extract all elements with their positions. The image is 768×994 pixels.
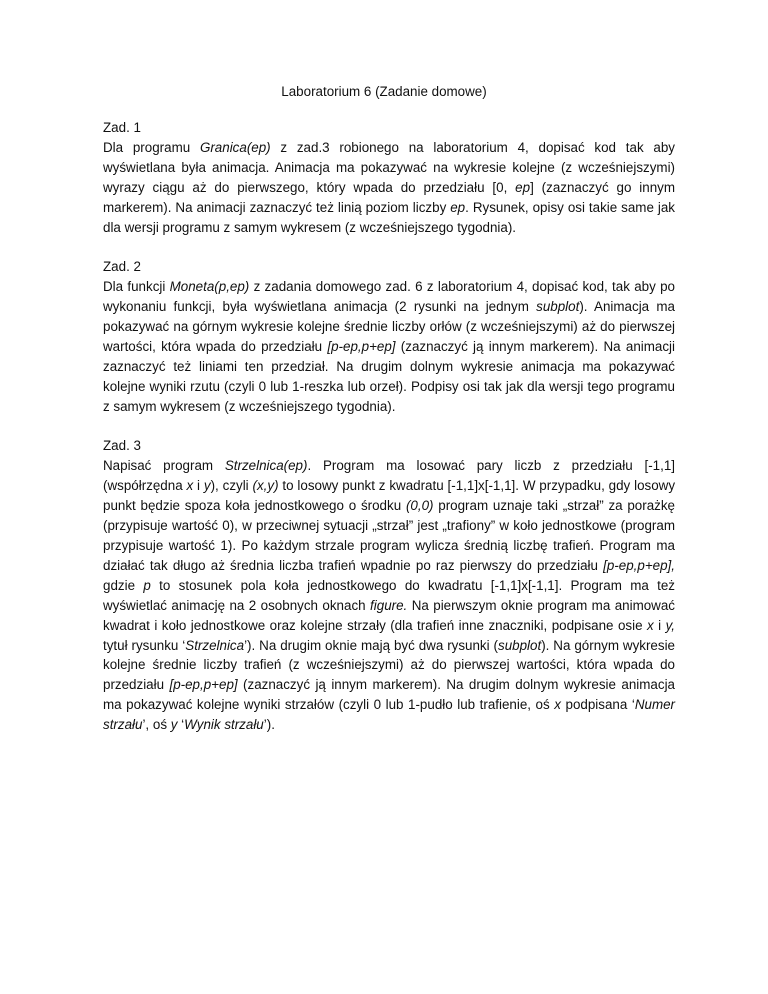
text-run: to losowy punkt z kwadratu [-1,1]x[-1,1]. W przypadku, gdy losowy punkt będzie spoza koła jednostkowego o środku bbox=[103, 478, 676, 514]
text-run: Dla funkcji bbox=[103, 279, 170, 295]
section-heading: Zad. 2 bbox=[103, 259, 141, 275]
document-body bbox=[103, 118, 675, 755]
italic-text-run: y bbox=[203, 478, 211, 494]
text-run: Na pierwszym oknie program ma animować kwadrat i koło jednostkowe oraz kolejne strzały (dla trafień inne znaczniki, podpisane osie bbox=[103, 597, 675, 633]
text-run: ), czyli bbox=[210, 478, 253, 494]
text-run: ’). bbox=[263, 717, 275, 733]
italic-text-run: (0,0) bbox=[405, 498, 434, 514]
italic-text-run: subplot bbox=[498, 637, 542, 653]
text-run: i bbox=[193, 478, 204, 494]
text-run: ). Na górnym wykresie kolejne średnie liczby trafień (z wcześniejszymi) aż do pierwszej wartości, która wpada do przedziału bbox=[103, 637, 675, 693]
italic-text-run: Wynik strzału bbox=[184, 717, 264, 733]
section-heading: Zad. 3 bbox=[103, 438, 141, 454]
section-paragraph bbox=[103, 277, 675, 416]
italic-text-run: Moneta(p,ep) bbox=[169, 279, 250, 295]
italic-text-run: p bbox=[143, 577, 151, 593]
text-run: ] (zaznaczyć go innym markerem). Na animacji zaznaczyć też linią poziom liczby bbox=[103, 179, 675, 215]
text-run: i bbox=[653, 617, 666, 633]
italic-text-run: [p-ep,p+ep] bbox=[169, 677, 238, 693]
italic-text-run: ep bbox=[450, 199, 466, 215]
italic-text-run: subplot bbox=[536, 299, 580, 315]
text-run: Napisać program bbox=[103, 458, 225, 474]
italic-text-run: [p-ep,p+ep] bbox=[327, 338, 396, 354]
italic-text-run: y bbox=[170, 717, 178, 733]
italic-text-run: Strzelnica bbox=[185, 637, 245, 653]
text-run: z zadania domowego zad. 6 z laboratorium 4, dopisać kod, tak aby po wykonaniu funkcji, była wyświetlana animacja (2 rysunki na jednym bbox=[103, 279, 675, 315]
italic-text-run: y, bbox=[665, 617, 675, 633]
text-run: . Rysunek, opisy osi takie same jak dla wersji programu z samym wykresem (z wcześniejszego tygodnia). bbox=[103, 199, 675, 235]
text-run: podpisana ‘ bbox=[560, 697, 635, 713]
text-run: Dla programu bbox=[103, 139, 200, 155]
section-zad-3 bbox=[103, 436, 675, 735]
section-zad-1 bbox=[103, 118, 675, 237]
text-run: gdzie bbox=[103, 577, 144, 593]
section-zad-2 bbox=[103, 257, 675, 416]
italic-text-run: figure. bbox=[370, 597, 408, 613]
text-run: ’). Na drugim oknie mają być dwa rysunki ( bbox=[244, 637, 498, 653]
text-run: to stosunek pola koła jednostkowego do kwadratu [-1,1]x[-1,1]. Program ma też wyświetlać animację na 2 osobnych oknach bbox=[103, 577, 676, 613]
italic-text-run: x bbox=[554, 697, 561, 713]
text-run: ‘ bbox=[177, 717, 185, 733]
italic-text-run: Numer strzału bbox=[103, 697, 676, 733]
text-run: tytuł rysunku ‘ bbox=[103, 637, 186, 653]
text-run: . Program ma losować pary liczb z przedziału [-1,1] (współrzędna bbox=[103, 458, 675, 494]
italic-text-run: Granica(ep) bbox=[199, 139, 271, 155]
text-run: (zaznaczyć ją innym markerem). Na animacji zaznaczyć też liniami ten przedział. Na drugim dolnym wykresie animacja ma pokazywać kolejne wyniki rzutu (czyli 0 lub 1-reszka lub orzeł). Podpisy osi tak jak dla wersji tego programu z samym wykresem (z wcześniejszego tygodnia). bbox=[103, 338, 675, 414]
section-paragraph bbox=[103, 456, 675, 735]
section-heading: Zad. 1 bbox=[103, 120, 141, 135]
italic-text-run: ep bbox=[515, 179, 531, 195]
italic-text-run: Strzelnica(ep) bbox=[224, 458, 308, 474]
document-title: Laboratorium 6 (Zadanie domowe) bbox=[281, 84, 487, 99]
section-paragraph bbox=[103, 138, 675, 238]
text-run: (zaznaczyć ją innym markerem). Na drugim dolnym wykresie animacja ma pokazywać kolejne wyniki strzałów (czyli 0 lub 1-pudło lub trafienie, oś bbox=[103, 677, 675, 713]
text-run: ). Animacja ma pokazywać na górnym wykresie kolejne średnie liczby orłów (z wcześniejszymi) aż do pierwszej wartości, która wpada do przedziału bbox=[103, 299, 675, 354]
text-run: program uznaje taki „strzał” za porażkę (przypisuje wartość 0), w przeciwnej sytuacji „strzał” jest „trafiony” w koło jednostkowe (program przypisuje wartość 1). Po każdym strzale program wylicza średnią liczbę trafień. Program ma działać tak długo aż średnia liczba trafień wpadnie po raz pierwszy do przedziału bbox=[103, 498, 675, 573]
italic-text-run: [p-ep,p+ep], bbox=[603, 557, 675, 573]
text-run: ’, oś bbox=[142, 717, 171, 733]
italic-text-run: x bbox=[186, 478, 194, 494]
text-run: z zad.3 robionego na laboratorium 4, dopisać kod tak aby wyświetlana była animacja. Animacja ma pokazywać na wykresie kolejne (z wcześniejszymi) wyrazy ciągu aż do pierwszego, który wpada do przedziału [0, bbox=[103, 139, 675, 195]
italic-text-run: x bbox=[646, 617, 654, 633]
italic-text-run: (x,y) bbox=[252, 478, 279, 494]
